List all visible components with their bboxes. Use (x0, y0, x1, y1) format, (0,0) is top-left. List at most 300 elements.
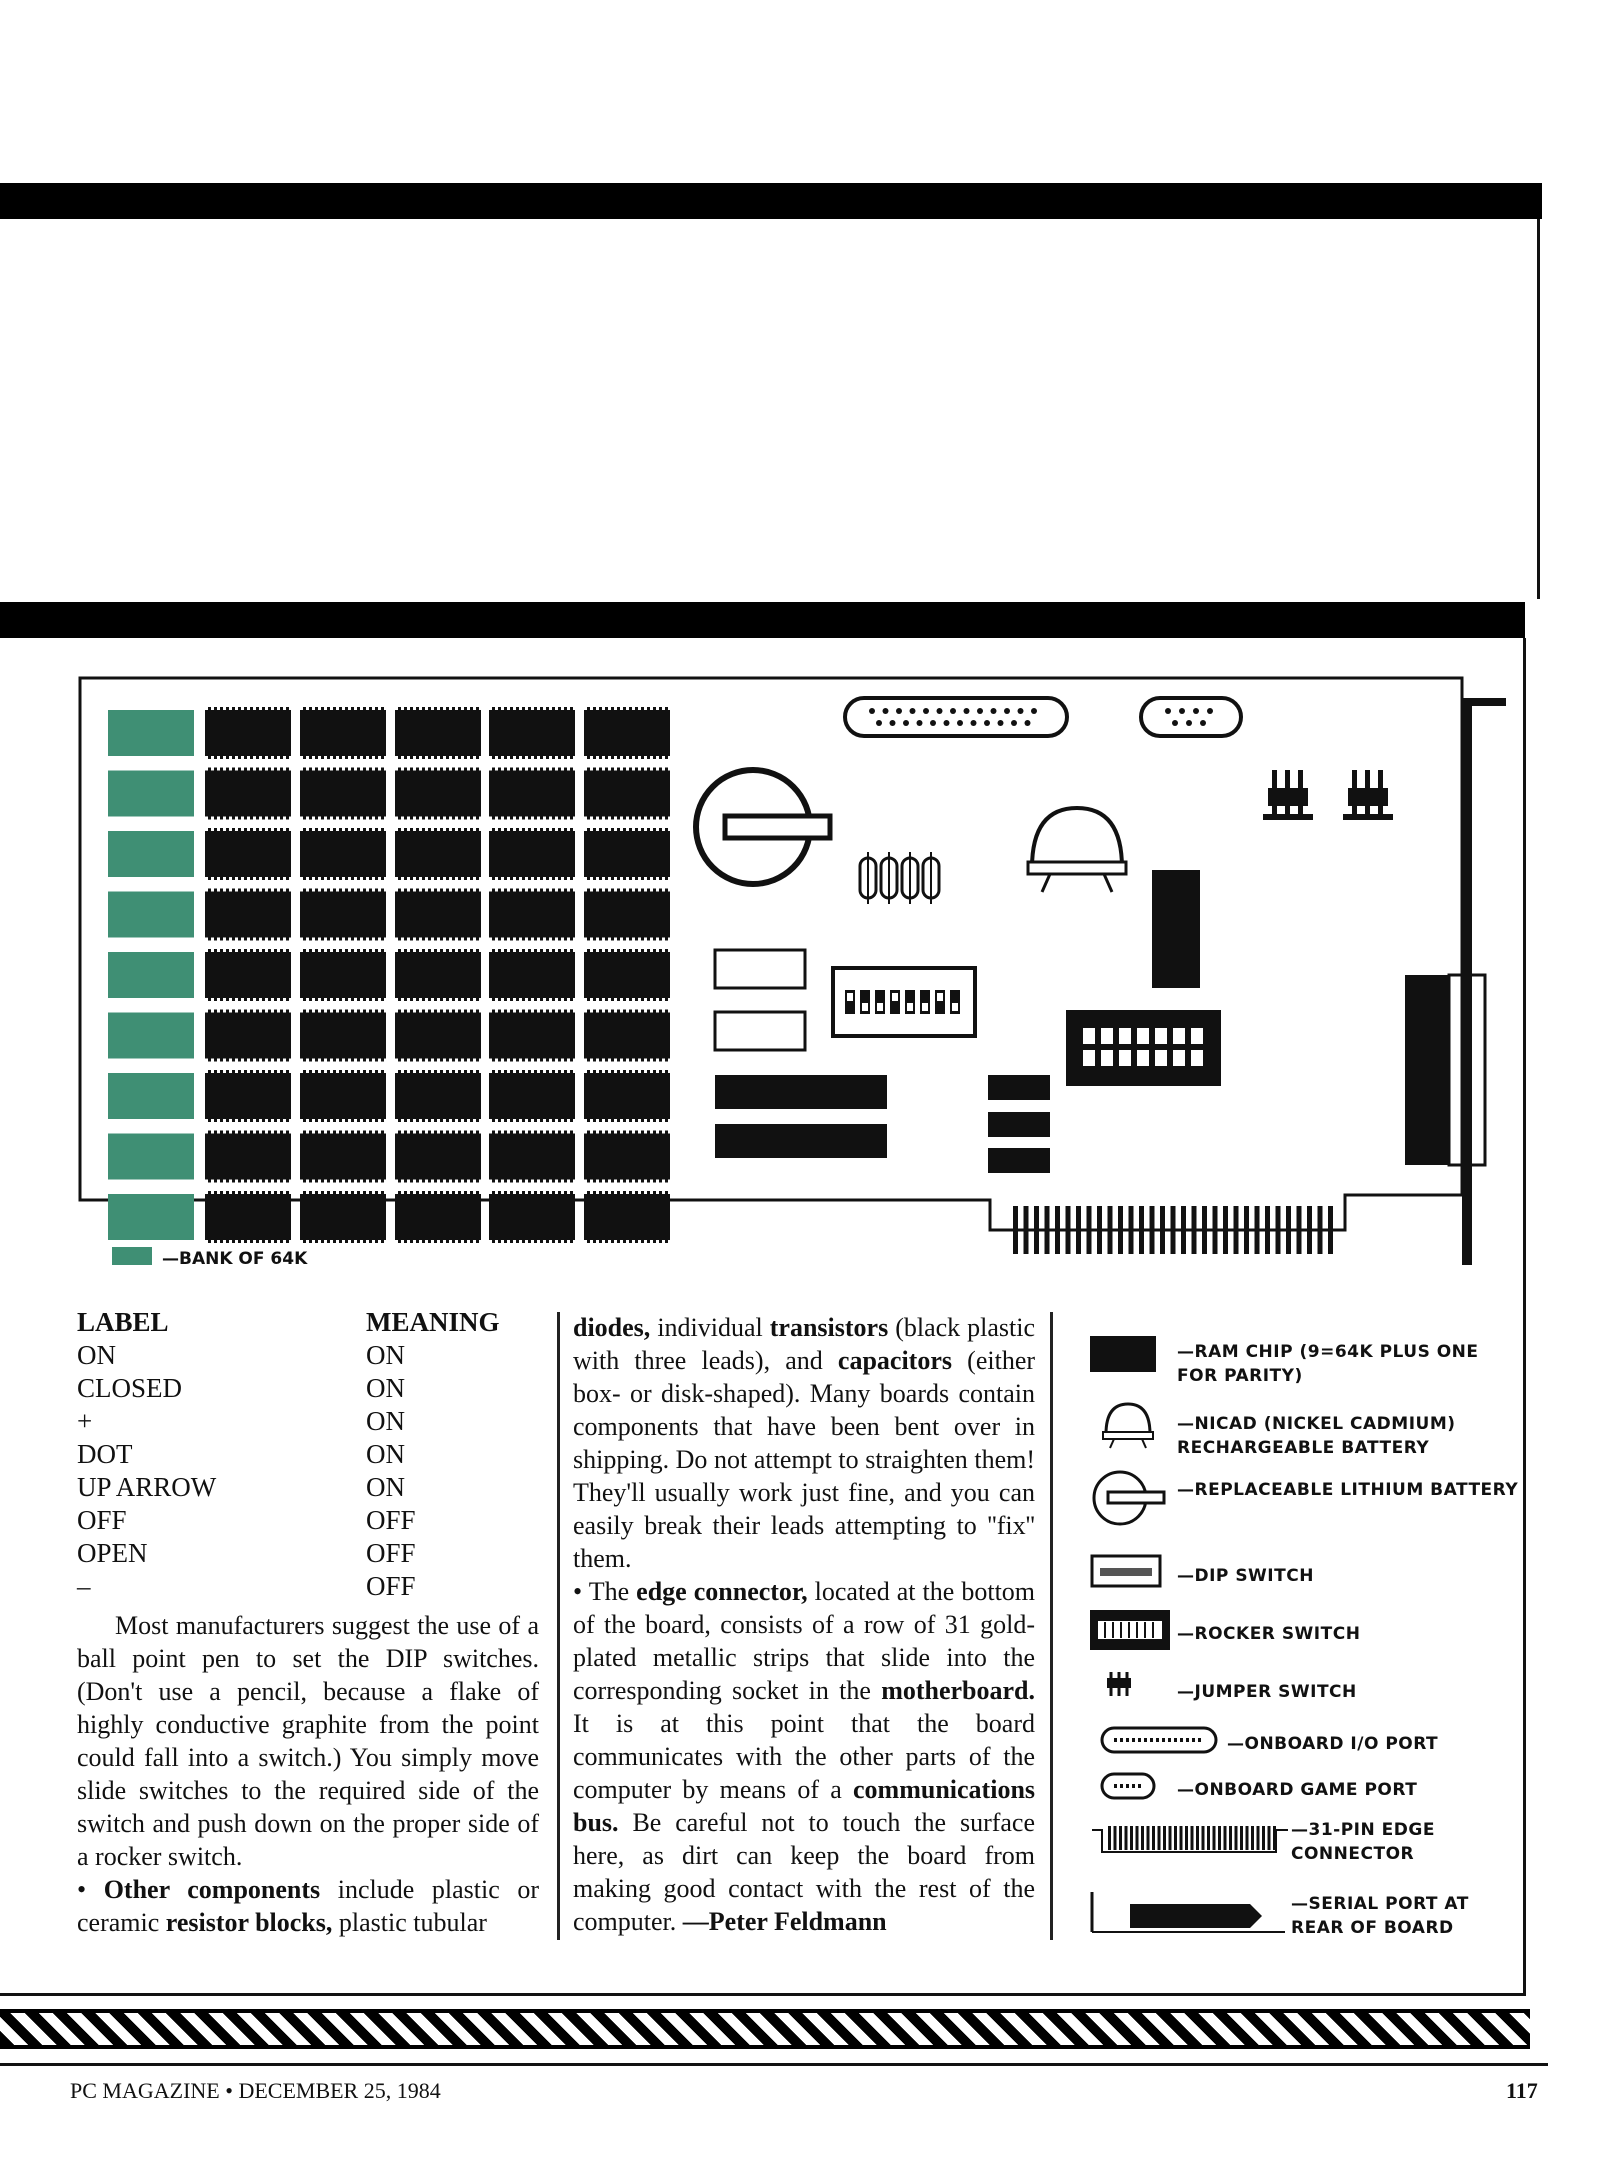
edge-finger (1139, 1206, 1144, 1254)
chip-pin (605, 877, 608, 880)
chip-pin (617, 1070, 620, 1073)
chip-pin (345, 1240, 348, 1243)
chip-pin (510, 1240, 513, 1243)
chip-pin (552, 889, 555, 892)
chip-pin (286, 768, 289, 771)
chip-pin (220, 1240, 223, 1243)
chip-pin (351, 949, 354, 952)
port-pin (1011, 720, 1017, 726)
port-pin (917, 720, 923, 726)
chip-pin (398, 889, 401, 892)
chip-pin (339, 1010, 342, 1013)
chip-pin (351, 768, 354, 771)
chip-pin (268, 889, 271, 892)
chip-pin (208, 1180, 211, 1183)
chip-pin (534, 1191, 537, 1194)
chip-pin (434, 1240, 437, 1243)
chip-pin (280, 1059, 283, 1062)
chip-pin (208, 1010, 211, 1013)
chip-pin (220, 828, 223, 831)
chip-pin (226, 1059, 229, 1062)
chip-pin (546, 756, 549, 759)
chip-pin (274, 949, 277, 952)
chip-pin (220, 877, 223, 880)
chip-pin (564, 1191, 567, 1194)
chip-pin (357, 756, 360, 759)
chip-pin (611, 1010, 614, 1013)
chip-pin (262, 889, 265, 892)
chip-pin (452, 817, 455, 820)
chip-pin (540, 768, 543, 771)
chip-pin (476, 1131, 479, 1134)
chip-pin (510, 1119, 513, 1122)
chip-pin (510, 889, 513, 892)
chip-pin (327, 1191, 330, 1194)
chip-pin (220, 817, 223, 820)
chip-pin (492, 938, 495, 941)
chip-pin (647, 998, 650, 1001)
chip-pin (375, 768, 378, 771)
chip-pin (208, 768, 211, 771)
bank-chip (108, 710, 194, 756)
chip-pin (226, 877, 229, 880)
chip-pin (498, 998, 501, 1001)
edge-finger (1318, 1206, 1323, 1254)
chip-pin (256, 877, 259, 880)
table-cell: OFF (366, 1538, 416, 1568)
chip-pin (226, 949, 229, 952)
chip-pin (599, 1240, 602, 1243)
chip-pin (504, 768, 507, 771)
chip-pin (238, 1180, 241, 1183)
chip-pin (220, 756, 223, 759)
chip-pin (410, 828, 413, 831)
chip-pin (558, 1240, 561, 1243)
chip-pin (434, 768, 437, 771)
chip-pin (238, 1240, 241, 1243)
chip-pin (558, 877, 561, 880)
game-port-icon (1100, 1772, 1156, 1800)
table-cell: – (77, 1571, 91, 1601)
chip-pin (665, 1240, 668, 1243)
chip-pin (617, 768, 620, 771)
chip-pin (623, 1191, 626, 1194)
chip-pin (321, 1010, 324, 1013)
chip-pin (268, 1180, 271, 1183)
chip-pin (369, 1010, 372, 1013)
chip-pin (327, 1180, 330, 1183)
chip-pin (635, 1191, 638, 1194)
chip-pin (587, 1191, 590, 1194)
chip-pin (587, 707, 590, 710)
edge-connector-icon (1090, 1822, 1290, 1858)
chip-pin (617, 889, 620, 892)
chip-pin (357, 707, 360, 710)
chip-pin (256, 828, 259, 831)
chip-pin (647, 877, 650, 880)
chip-pin (629, 817, 632, 820)
chip-pin (564, 707, 567, 710)
chip-pin (665, 1059, 668, 1062)
chip-pin (416, 938, 419, 941)
chip-pin (327, 938, 330, 941)
chip-pin (280, 768, 283, 771)
edge-finger (1150, 1206, 1155, 1254)
chip-pin (516, 877, 519, 880)
chip-pin (458, 707, 461, 710)
chip-pin (363, 949, 366, 952)
chip-pin (220, 1191, 223, 1194)
rocker-toggle (1083, 1028, 1095, 1044)
chip-pin (309, 828, 312, 831)
chip-pin (321, 889, 324, 892)
chip-pin (315, 1070, 318, 1073)
ram-chip (489, 771, 575, 817)
ram-chip (205, 710, 291, 756)
chip-pin (274, 889, 277, 892)
chip-pin (268, 1240, 271, 1243)
chip-pin (629, 1180, 632, 1183)
chip-pin (333, 1180, 336, 1183)
chip-pin (238, 828, 241, 831)
edge-finger (1055, 1206, 1060, 1254)
port-pin (869, 708, 875, 714)
chip-pin (605, 828, 608, 831)
jumper-pin (1272, 770, 1277, 814)
chip-pin (528, 1010, 531, 1013)
chip-pin (327, 1240, 330, 1243)
chip-pin (546, 768, 549, 771)
chip-pin (653, 1131, 656, 1134)
nicad-battery-icon (1100, 1400, 1156, 1450)
chip-pin (339, 938, 342, 941)
chip-pin (452, 768, 455, 771)
chip-pin (226, 707, 229, 710)
chip-pin (238, 889, 241, 892)
chip-pin (303, 707, 306, 710)
chip-pin (422, 707, 425, 710)
chip-pin (593, 938, 596, 941)
chip-pin (552, 768, 555, 771)
chip-pin (528, 1180, 531, 1183)
chip-pin (327, 1119, 330, 1122)
jumper-pin (1365, 770, 1370, 814)
footer-date: DECEMBER 25, 1984 (238, 2078, 441, 2103)
chip-pin (516, 1059, 519, 1062)
chip-pin (504, 998, 507, 1001)
chip-pin (286, 1059, 289, 1062)
chip-pin (665, 1119, 668, 1122)
chip-pin (504, 756, 507, 759)
chip-pin (238, 1131, 241, 1134)
ram-chip (205, 771, 291, 817)
legend-item (1085, 1658, 1525, 1718)
chip-pin (516, 707, 519, 710)
chip-pin (641, 877, 644, 880)
chip-pin (623, 756, 626, 759)
chip-pin (611, 1180, 614, 1183)
port-pin (998, 720, 1004, 726)
chip-pin (422, 1131, 425, 1134)
chip-pin (599, 817, 602, 820)
chip-pin (570, 817, 573, 820)
chip-pin (647, 1131, 650, 1134)
edge-finger (1125, 1826, 1128, 1850)
edge-finger (1196, 1826, 1199, 1850)
chip-pin (659, 707, 662, 710)
serial-port (1405, 975, 1449, 1165)
chip-pin (339, 768, 342, 771)
chip-pin (345, 817, 348, 820)
chip-pin (345, 1010, 348, 1013)
chip-pin (244, 949, 247, 952)
chip-pin (476, 1010, 479, 1013)
chip-pin (339, 949, 342, 952)
chip-pin (232, 1191, 235, 1194)
chip-pin (641, 998, 644, 1001)
chip-pin (458, 1191, 461, 1194)
chip-pin (286, 828, 289, 831)
chip-pin (315, 1131, 318, 1134)
chip-pin (327, 828, 330, 831)
port-pin (1200, 720, 1206, 726)
chip-pin (327, 889, 330, 892)
chip-pin (404, 1191, 407, 1194)
chip-pin (665, 828, 668, 831)
chip-pin (404, 877, 407, 880)
chip-pin (333, 828, 336, 831)
ram-chip-icon (1090, 1336, 1156, 1372)
chip-pin (599, 889, 602, 892)
chip-pin (564, 1119, 567, 1122)
chip-pin (226, 1180, 229, 1183)
chip-pin (458, 998, 461, 1001)
edge-finger (1118, 1206, 1123, 1254)
legend-text: —ROCKER SWITCH (1177, 1624, 1361, 1644)
chip-pin (492, 756, 495, 759)
chip-pin (238, 817, 241, 820)
chip-pin (492, 1240, 495, 1243)
chip-pin (599, 949, 602, 952)
chip-pin (641, 1010, 644, 1013)
edge-finger (1169, 1826, 1172, 1850)
chip-pin (623, 1010, 626, 1013)
chip-pin (262, 1191, 265, 1194)
port-pin (1018, 708, 1024, 714)
chip-pin (470, 1131, 473, 1134)
chip-pin (522, 1119, 525, 1122)
ram-chip (205, 892, 291, 938)
chip-pin (464, 1070, 467, 1073)
chip-pin (498, 1131, 501, 1134)
chip-pin (410, 1070, 413, 1073)
chip-pin (220, 1131, 223, 1134)
chip-pin (303, 1131, 306, 1134)
chip-pin (635, 889, 638, 892)
chip-pin (262, 938, 265, 941)
ram-chip (489, 952, 575, 998)
ram-chip (395, 710, 481, 756)
chip-pin (558, 828, 561, 831)
chip-pin (635, 756, 638, 759)
chip-pin (333, 707, 336, 710)
chip-pin (256, 1240, 259, 1243)
chip-pin (558, 707, 561, 710)
chip-pin (244, 1180, 247, 1183)
chip-pin (522, 828, 525, 831)
chip-pin (321, 1191, 324, 1194)
port-pin (944, 720, 950, 726)
chip-pin (492, 877, 495, 880)
table-row (77, 1504, 547, 1537)
chip-pin (528, 756, 531, 759)
chip-pin (208, 949, 211, 952)
table-header-meaning: MEANING (366, 1307, 500, 1337)
chip-pin (280, 756, 283, 759)
chip-pin (653, 949, 656, 952)
chip-pin (458, 756, 461, 759)
chip-pin (268, 707, 271, 710)
chip-pin (510, 938, 513, 941)
chip-pin (647, 1119, 650, 1122)
chip-pin (440, 1059, 443, 1062)
table-cell: OFF (77, 1505, 127, 1535)
chip-pin (416, 707, 419, 710)
chip-pin (410, 817, 413, 820)
chip-pin (605, 949, 608, 952)
chip-pin (452, 756, 455, 759)
chip-pin (522, 1010, 525, 1013)
chip-pin (522, 707, 525, 710)
chip-pin (659, 998, 662, 1001)
port-pin (937, 708, 943, 714)
chip-pin (458, 938, 461, 941)
chip-pin (599, 756, 602, 759)
chip-pin (564, 768, 567, 771)
port-pin (1172, 720, 1178, 726)
chip-pin (214, 1191, 217, 1194)
chip-pin (476, 756, 479, 759)
chip-pin (440, 1240, 443, 1243)
chip-pin (647, 828, 650, 831)
chip-pin (498, 1119, 501, 1122)
chip-pin (369, 1191, 372, 1194)
chip-pin (599, 1119, 602, 1122)
chip-pin (470, 828, 473, 831)
legend-item (1085, 1598, 1525, 1658)
chip-pin (659, 1010, 662, 1013)
chip-pin (452, 1131, 455, 1134)
chip-pin (540, 1010, 543, 1013)
chip-pin (250, 756, 253, 759)
chip-pin (351, 889, 354, 892)
chip-pin (339, 889, 342, 892)
chip-pin (546, 1119, 549, 1122)
ram-chip (489, 710, 575, 756)
chip-pin (665, 998, 668, 1001)
chip-pin (398, 1191, 401, 1194)
chip-pin (641, 1059, 644, 1062)
chip-pin (363, 828, 366, 831)
edge-finger (1130, 1826, 1133, 1850)
bracket-tab (1462, 698, 1506, 706)
chip-pin (605, 1059, 608, 1062)
chip-pin (375, 1059, 378, 1062)
ram-chip (489, 831, 575, 877)
chip-pin (540, 889, 543, 892)
chip-pin (522, 756, 525, 759)
chip-pin (339, 998, 342, 1001)
dip-knob (907, 1003, 913, 1011)
chip-pin (446, 817, 449, 820)
chip-pin (587, 1070, 590, 1073)
chip-pin (528, 1070, 531, 1073)
chip-pin (363, 889, 366, 892)
chip-pin (470, 1010, 473, 1013)
chip-pin (309, 938, 312, 941)
bank-chip (108, 831, 194, 877)
edge-finger (1265, 1206, 1270, 1254)
chip-pin (564, 949, 567, 952)
chip-pin (416, 998, 419, 1001)
ram-chip (584, 892, 670, 938)
chip-pin (357, 1059, 360, 1062)
chip-pin (605, 1191, 608, 1194)
port-pin (957, 720, 963, 726)
chip-pin (333, 756, 336, 759)
chip-pin (605, 1119, 608, 1122)
chip-pin (653, 1119, 656, 1122)
chip-pin (593, 889, 596, 892)
chip-pin (605, 1131, 608, 1134)
chip-pin (280, 949, 283, 952)
chip-pin (528, 1119, 531, 1122)
chip-pin (653, 1010, 656, 1013)
chip-pin (315, 1191, 318, 1194)
chip-pin (428, 1010, 431, 1013)
chip-pin (238, 756, 241, 759)
chip-pin (220, 1180, 223, 1183)
chip-pin (232, 828, 235, 831)
chip-pin (665, 768, 668, 771)
chip-pin (357, 877, 360, 880)
ram-chip (205, 1013, 291, 1059)
chip-pin (398, 1119, 401, 1122)
chip-pin (498, 949, 501, 952)
chip-pin (315, 756, 318, 759)
chip-pin (303, 1010, 306, 1013)
chip-pin (647, 1059, 650, 1062)
chip-pin (416, 1010, 419, 1013)
chip-pin (416, 889, 419, 892)
chip-pin (635, 877, 638, 880)
chip-pin (534, 707, 537, 710)
chip-pin (375, 817, 378, 820)
chip-pin (653, 1180, 656, 1183)
dip-switch (833, 968, 975, 1036)
chip-pin (220, 1119, 223, 1122)
chip-pin (534, 1180, 537, 1183)
chip-pin (268, 756, 271, 759)
chip-pin (504, 1010, 507, 1013)
chip-pin (587, 1131, 590, 1134)
chip-pin (599, 707, 602, 710)
chip-pin (339, 1191, 342, 1194)
chip-pin (653, 938, 656, 941)
dip-knob (847, 993, 853, 1001)
chip-pin (452, 1180, 455, 1183)
chip-pin (540, 949, 543, 952)
